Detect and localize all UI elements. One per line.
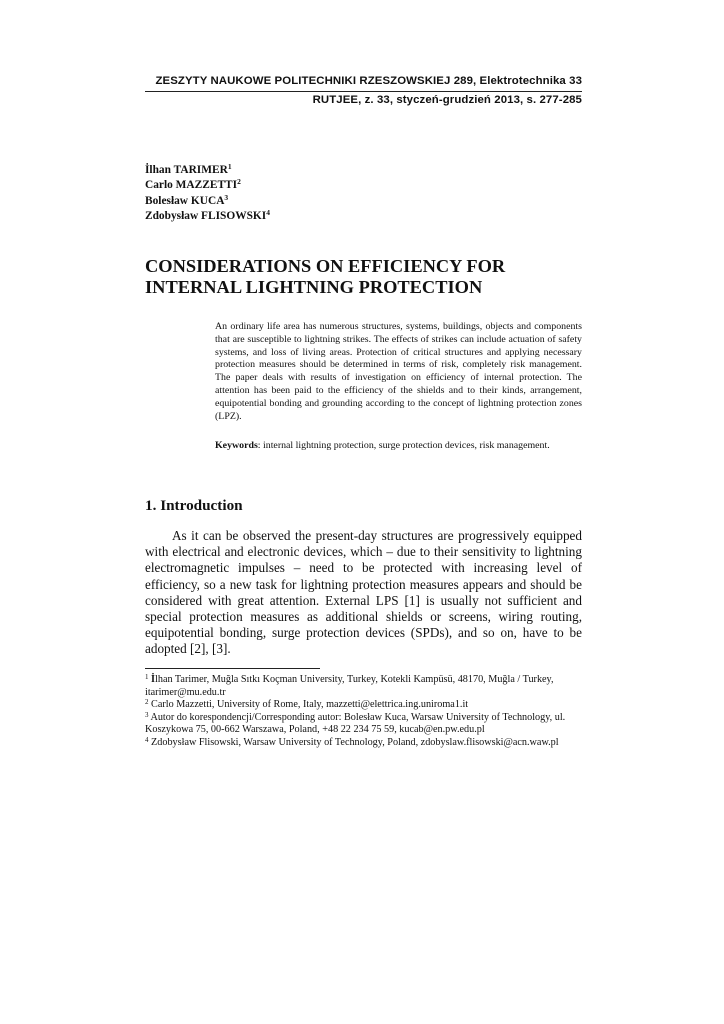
author-name: Carlo MAZZETTI <box>145 179 238 192</box>
section-heading: 1. Introduction <box>145 497 243 514</box>
abstract: An ordinary life area has numerous structures, systems, buildings, objects and components that are susceptible to lightning strikes. The effects of strikes can include actuation of safety systems, and loss of living areas. Protection of critical structures and applying necessary protection measures should be determined in terms of risk, completely risk management. The paper deals with results of investigation on efficiency of internal protection. The attention has been paid to the efficiency of the shields and to their kinds, arrangement, equipotential bonding and grounding according to the concept of lightning protection zones (LPZ). <box>215 321 582 422</box>
footnotes <box>145 674 582 750</box>
author-affiliation-mark: 1 <box>227 162 232 171</box>
title-line: INTERNAL LIGHTNING PROTECTION <box>145 277 483 297</box>
author <box>145 163 270 178</box>
footnote-number: 1 <box>145 673 149 681</box>
introduction-paragraph: As it can be observed the present-day structures are progressively equipped with electrical and electronic devices, which – due to their sensitivity to lightning electromagnetic impulses – need to be protected with increasing level of efficiency, so a new task for lightning protection measures appears and should be considered with great attention. External LPS [1] is usually not sufficient and special protection measures as additional shields or screens, wiring routing, equipotential bonding, surge protection devices (SPDs), and so on, have to be adopted [2], [3]. <box>145 528 582 657</box>
footnote-number: 2 <box>145 698 149 707</box>
author-affiliation-mark: 2 <box>237 177 241 187</box>
footnote <box>145 737 582 750</box>
footnote <box>145 674 582 699</box>
footnote <box>145 699 582 712</box>
footnote-text: lhan Tarimer, Muğla Sıtkı Koçman University, Turkey, Kotekli Kampüsü, 48170, Muğla / Turkey, itarimer@mu.edu.tr <box>145 674 554 698</box>
footnote-separator <box>145 668 320 669</box>
author <box>145 209 270 224</box>
title-line: CONSIDERATIONS ON EFFICIENCY FOR <box>145 256 506 276</box>
footnote-text: Autor do korespondencji/Corresponding autor: Bolesław Kuca, Warsaw University of Technology, ul. Koszykowa 75, 00-662 Warszawa, Poland, +48 22 234 75 59, kucab@en.pw.edu.pl <box>145 711 566 736</box>
footnote-text: Carlo Mazzetti, University of Rome, Italy, mazzetti@elettrica.ing.uniroma1.it <box>151 699 469 711</box>
keywords <box>215 440 582 453</box>
footnote-text: Zdobysław Flisowski, Warsaw University of Technology, Poland, zdobyslaw.flisowski@acn.waw.pl <box>151 736 559 748</box>
paper-title <box>145 256 585 298</box>
keywords-text: : internal lightning protection, surge protection devices, risk management. <box>257 440 550 451</box>
keywords-label: Keywords <box>215 440 258 451</box>
author-name: Bolesław KUCA <box>145 194 225 207</box>
footnote-lead: İ <box>151 674 156 685</box>
header-rule <box>145 91 582 92</box>
journal-header: ZESZYTY NAUKOWE POLITECHNIKI RZESZOWSKIEJ 289, Elektrotechnika 33 <box>155 75 582 87</box>
footnote-number: 4 <box>145 735 149 744</box>
author-list <box>145 163 270 225</box>
footnote-number: 3 <box>145 710 149 719</box>
footnote <box>145 712 582 737</box>
author-affiliation-mark: 4 <box>266 208 270 218</box>
author-name: Zdobysław FLISOWSKI <box>145 210 267 223</box>
author-name: İlhan TARIMER <box>145 164 228 176</box>
author-affiliation-mark: 3 <box>224 192 229 202</box>
author <box>145 194 270 209</box>
author <box>145 178 270 193</box>
journal-issue-line: RUTJEE, z. 33, styczeń-grudzień 2013, s. 277-285 <box>312 94 582 106</box>
